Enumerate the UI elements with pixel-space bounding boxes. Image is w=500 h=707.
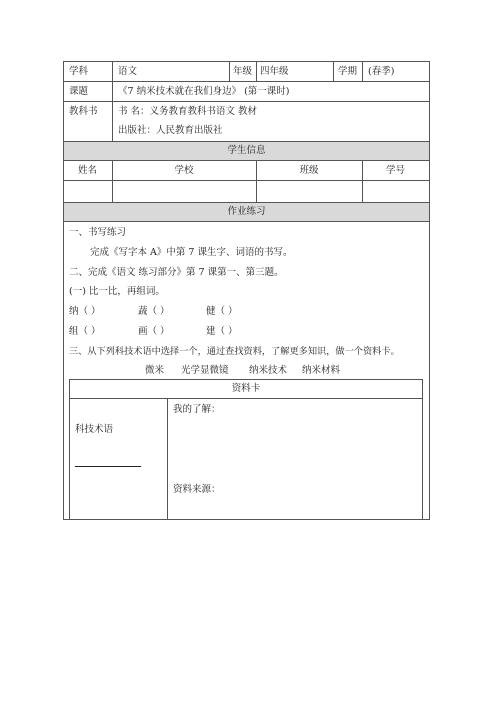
- card-source-label: 资料来源：: [173, 484, 221, 495]
- term-item: 纳米材料: [302, 365, 341, 376]
- row-divider: [63, 160, 430, 161]
- name-field[interactable]: [64, 181, 112, 202]
- col-divider: [333, 61, 334, 81]
- grade-value: 四年级: [260, 66, 289, 77]
- col-divider: [256, 61, 257, 81]
- col-divider: [362, 61, 363, 81]
- col-school-header: 学校: [174, 165, 194, 176]
- lesson-label: 课题: [69, 86, 89, 97]
- row-divider: [63, 202, 430, 203]
- card-title-divider: [69, 398, 423, 399]
- card-term-blank[interactable]: [75, 466, 141, 467]
- item2-sub: (一) 比一比，再组词。: [69, 286, 165, 297]
- col-number-header: 学号: [385, 165, 405, 176]
- row-divider: [63, 221, 430, 222]
- row-divider: [63, 81, 430, 82]
- card-col-divider: [167, 398, 168, 519]
- student-info-title: 学生信息: [227, 145, 266, 156]
- word-item: 健（ ）: [206, 306, 238, 317]
- subject-value: 语文: [118, 66, 138, 77]
- grade-label: 年级: [233, 66, 253, 77]
- term-label: 学期: [338, 66, 358, 77]
- term-item: 光学显微镜: [181, 365, 229, 376]
- card-border-top: [69, 379, 423, 380]
- number-field[interactable]: [363, 181, 429, 202]
- col-divider: [229, 61, 230, 81]
- row-divider: [63, 101, 430, 102]
- term-value: (春季): [368, 66, 395, 77]
- table-border-top: [63, 61, 430, 62]
- term-item: 微米: [145, 365, 165, 376]
- word-item: 纳（ ）: [69, 306, 101, 317]
- table-border-bottom: [63, 519, 430, 520]
- card-title: 资料卡: [231, 383, 261, 394]
- word-item: 建（ ）: [206, 326, 238, 337]
- term-item: 纳米技术: [249, 365, 288, 376]
- item1-title: 一、书写练习: [69, 227, 127, 238]
- card-border-left: [69, 379, 70, 519]
- card-know-label: 我的了解：: [173, 404, 221, 415]
- item3-title: 三、从下列科技术语中选择一个，通过查找资料，了解更多知识，做一个资料卡。: [69, 346, 400, 357]
- col-divider: [112, 61, 113, 141]
- class-field[interactable]: [257, 181, 362, 202]
- table-border-left: [63, 61, 64, 520]
- word-item: 蔬（ ）: [138, 306, 170, 317]
- item1-body: 完成《写字本 A》中第 7 课生字、词语的书写。: [90, 247, 293, 258]
- row-divider: [63, 141, 430, 142]
- card-border-right: [422, 379, 423, 519]
- item2-title: 二、完成《语文 练习部分》第 7 课第一、第三题。: [69, 267, 284, 278]
- homework-title: 作业练习: [227, 206, 266, 217]
- word-item: 组（ ）: [69, 326, 101, 337]
- subject-label: 学科: [69, 66, 89, 77]
- word-item: 画（ ）: [138, 326, 170, 337]
- card-term-label: 科技术语: [75, 424, 114, 435]
- lesson-value: 《7 纳米技术就在我们身边》 (第一课时): [118, 86, 290, 97]
- textbook-publisher: 出版社：人民教育出版社: [118, 125, 223, 136]
- textbook-name: 书 名：义务教育教科书语文 教材: [118, 106, 258, 117]
- col-name-header: 姓名: [77, 165, 97, 176]
- textbook-label: 教科书: [69, 106, 98, 117]
- col-class-header: 班级: [299, 165, 319, 176]
- school-field[interactable]: [113, 181, 256, 202]
- table-border-right: [429, 61, 430, 520]
